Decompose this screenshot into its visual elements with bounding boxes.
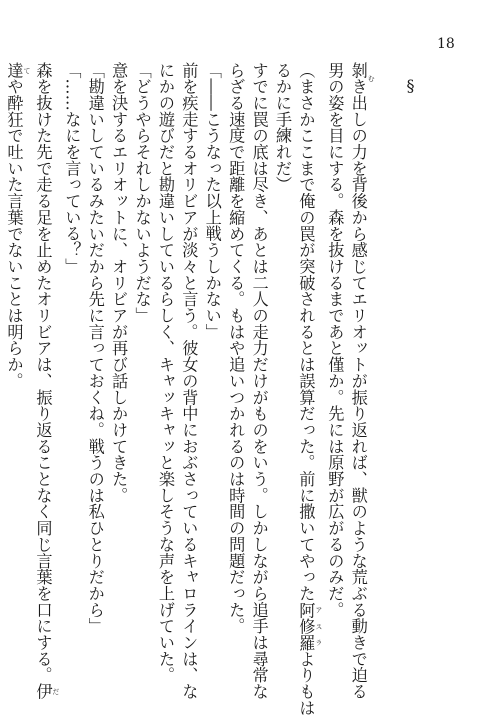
ruby-annotation: 剝き む (348, 62, 376, 95)
ruby-annotation: 阿修羅 アスラ (296, 601, 323, 651)
text-line-11: 意を決するエリオットに、オリビアが再び話しかけてきた。 (109, 62, 129, 504)
text-line-7: 「――こうなった以上戦うしかない」 (202, 62, 222, 340)
text-line-8: 前を疾走するオリビアが淡々と言う。彼女の背中におぶさっているキャロラインは、な (179, 62, 199, 700)
ruby-annotation: 伊 だ (33, 683, 60, 700)
text-line-2: 男の姿を目にする。森を抜けるまであと僅か。先には原野が広がるのみだ。 (325, 62, 345, 618)
page-number: 18 (437, 36, 455, 52)
text-line-10: 「どうやらそれしかないようだな」 (132, 62, 152, 324)
blank-line (375, 62, 398, 654)
text-line-14: 森を抜けた先で走る足を止めたオリビアは、振り返ることなく同じ言葉を口にする。伊 だ (33, 62, 60, 700)
ruby-annotation: 達 て (4, 62, 32, 79)
text-line-1: 剝き む出しの力を背後から感じてエリオットが振り返れば、獣のような荒ぶる動きで迫る (348, 62, 376, 700)
novel-body-text (4, 62, 422, 716)
text-line-3: （まさかここまで俺の罠が突破されるとは誤算だった。前に撒いてやった阿修羅 アスラよりもは (296, 62, 323, 716)
text-line-12: 「勘違いしているみたいだから先に言っておくね。戦うのは私ひとりだから」 (85, 62, 105, 635)
text-line-6: らざる速度で距離を縮めてくる。もはや追いつかれるのは時間の問題だった。 (226, 62, 246, 635)
text-line-5: すでに罠の底は尽き、あとは二人の走力だけがものをいう。しかしながら追手は尋常な (249, 62, 269, 700)
text-line-4: るかに手練れだ） (272, 62, 292, 193)
text-line-13: 「……なにを言っている？」 (62, 62, 82, 275)
text-line-9: にかの遊びだと勘違いしているらしく、キャッキャッと楽しそうな声を上げていた。 (155, 62, 175, 684)
section-mark: § (401, 76, 420, 96)
text-line-15: 達 てや酔狂で吐いた言葉でないことは明らか。 (4, 62, 32, 390)
